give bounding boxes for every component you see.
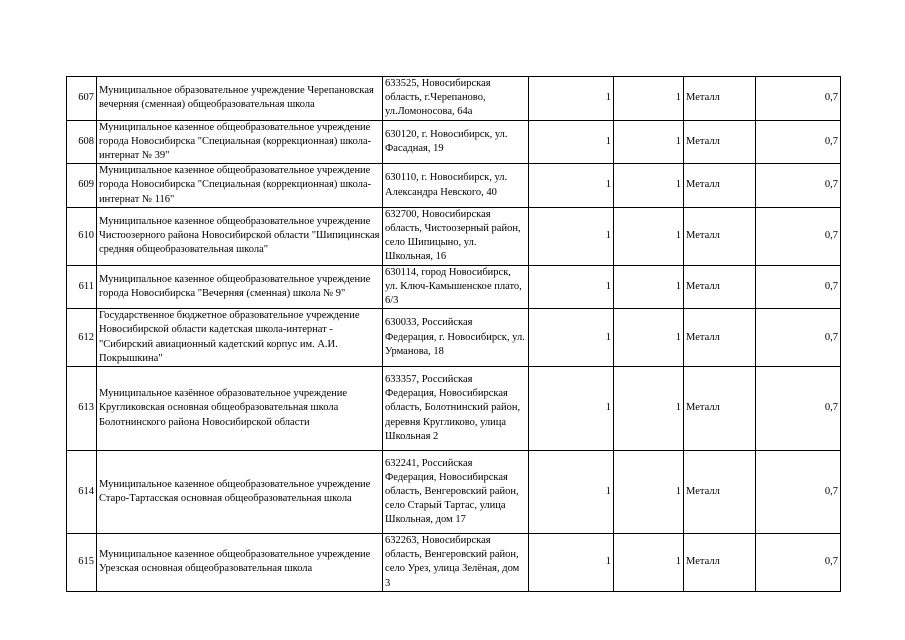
- row-number: 608: [67, 120, 97, 164]
- value: 0,7: [756, 309, 841, 367]
- row-number: 614: [67, 451, 97, 534]
- table-body: [67, 77, 841, 592]
- table-row: [67, 534, 841, 592]
- row-number: 607: [67, 77, 97, 121]
- row-number: 612: [67, 309, 97, 367]
- table-row: [67, 77, 841, 121]
- row-number: 609: [67, 164, 97, 208]
- material: Металл: [684, 265, 756, 309]
- material: Металл: [684, 309, 756, 367]
- quantity-1: 1: [529, 451, 614, 534]
- institution-name: Муниципальное казенное общеобразовательное учреждение Урезская основная общеобразовательная школа: [97, 534, 383, 592]
- institution-name: Муниципальное казенное общеобразовательное учреждение города Новосибирска "Вечерняя (сменная) школа № 9": [97, 265, 383, 309]
- material: Металл: [684, 534, 756, 592]
- material: Металл: [684, 120, 756, 164]
- value: 0,7: [756, 120, 841, 164]
- quantity-1: 1: [529, 164, 614, 208]
- quantity-2: 1: [614, 265, 684, 309]
- material: Металл: [684, 367, 756, 451]
- quantity-2: 1: [614, 77, 684, 121]
- quantity-1: 1: [529, 367, 614, 451]
- institution-address: 632700, Новосибирская область, Чистоозерный район, село Шипицыно, ул. Школьная, 16: [383, 207, 529, 265]
- row-number: 615: [67, 534, 97, 592]
- institution-address: 630114, город Новосибирск, ул. Ключ-Камышенское плато, 6/3: [383, 265, 529, 309]
- table-row: [67, 265, 841, 309]
- quantity-1: 1: [529, 534, 614, 592]
- material: Металл: [684, 207, 756, 265]
- quantity-2: 1: [614, 534, 684, 592]
- quantity-1: 1: [529, 309, 614, 367]
- value: 0,7: [756, 534, 841, 592]
- quantity-2: 1: [614, 367, 684, 451]
- institution-address: 630033, Российская Федерация, г. Новосибирск, ул. Урманова, 18: [383, 309, 529, 367]
- row-number: 610: [67, 207, 97, 265]
- row-number: 613: [67, 367, 97, 451]
- value: 0,7: [756, 367, 841, 451]
- table-row: [67, 207, 841, 265]
- quantity-1: 1: [529, 120, 614, 164]
- value: 0,7: [756, 207, 841, 265]
- institution-name: Муниципальное казенное общеобразовательное учреждение города Новосибирска "Специальная (коррекционная) школа-интернат № 39": [97, 120, 383, 164]
- institution-address: 633357, Российская Федерация, Новосибирская область, Болотнинский район, деревня Кругликово, улица Школьная 2: [383, 367, 529, 451]
- institution-address: 630110, г. Новосибирск, ул. Александра Невского, 40: [383, 164, 529, 208]
- institution-name: Муниципальное образовательное учреждение Черепановская вечерняя (сменная) общеобразовательная школа: [97, 77, 383, 121]
- quantity-2: 1: [614, 164, 684, 208]
- quantity-2: 1: [614, 207, 684, 265]
- institution-name: Муниципальное казенное общеобразовательное учреждение Старо-Тартасская основная общеобразовательная школа: [97, 451, 383, 534]
- quantity-2: 1: [614, 120, 684, 164]
- institution-address: 632241, Российская Федерация, Новосибирская область, Венгеровский район, село Старый Тартас, улица Школьная, дом 17: [383, 451, 529, 534]
- institution-address: 630120, г. Новосибирск, ул. Фасадная, 19: [383, 120, 529, 164]
- quantity-1: 1: [529, 207, 614, 265]
- institutions-table: [66, 76, 841, 592]
- institution-name: Государственное бюджетное образовательное учреждение Новосибирской области кадетская школа-интернат - "Сибирский авиационный кадетский корпус им. А.И. Покрышкина": [97, 309, 383, 367]
- value: 0,7: [756, 451, 841, 534]
- institution-name: Муниципальное казённое образовательное учреждение Кругликовская основная общеобразовательная школа Болотнинского района Новосибирской области: [97, 367, 383, 451]
- material: Металл: [684, 451, 756, 534]
- table-row: [67, 120, 841, 164]
- value: 0,7: [756, 265, 841, 309]
- material: Металл: [684, 164, 756, 208]
- value: 0,7: [756, 164, 841, 208]
- institution-name: Муниципальное казенное общеобразовательное учреждение города Новосибирска "Специальная (коррекционная) школа-интернат № 116": [97, 164, 383, 208]
- quantity-2: 1: [614, 309, 684, 367]
- table-row: [67, 451, 841, 534]
- institution-address: 633525, Новосибирская область, г.Черепаново, ул.Ломоносова, 64а: [383, 77, 529, 121]
- quantity-1: 1: [529, 77, 614, 121]
- institution-name: Муниципальное казенное общеобразовательное учреждение Чистоозерного района Новосибирской области "Шипицинская средняя общеобразовательная школа": [97, 207, 383, 265]
- quantity-1: 1: [529, 265, 614, 309]
- value: 0,7: [756, 77, 841, 121]
- institution-address: 632263, Новосибирская область, Венгеровский район, село Урез, улица Зелёная, дом 3: [383, 534, 529, 592]
- table-row: [67, 309, 841, 367]
- table-row: [67, 164, 841, 208]
- row-number: 611: [67, 265, 97, 309]
- material: Металл: [684, 77, 756, 121]
- quantity-2: 1: [614, 451, 684, 534]
- table-row: [67, 367, 841, 451]
